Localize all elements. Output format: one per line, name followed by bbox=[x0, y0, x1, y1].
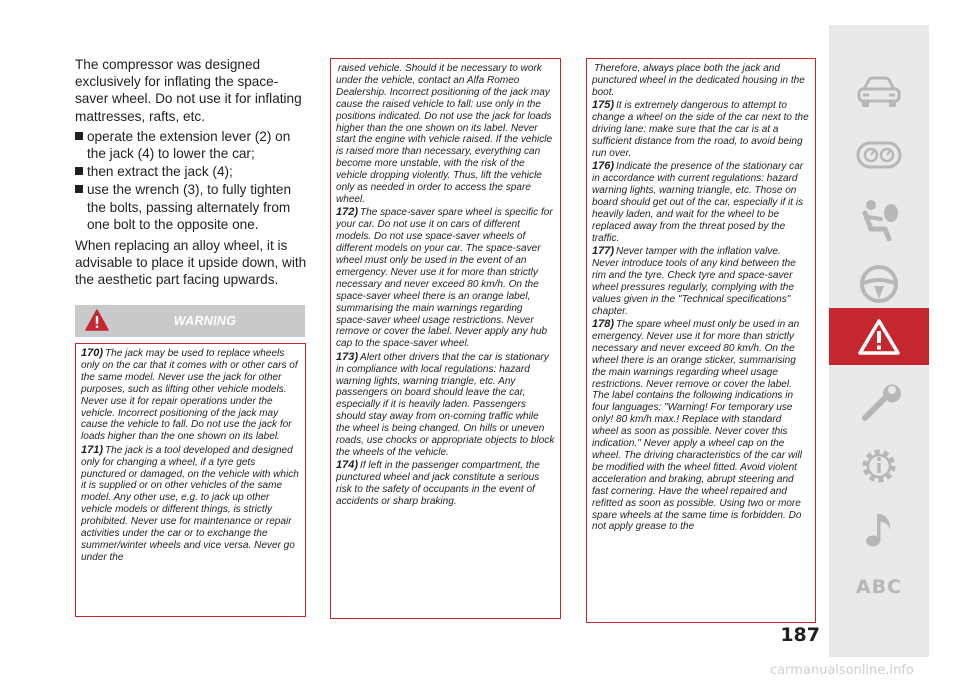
intro-column bbox=[75, 56, 307, 289]
watermark: carmanualsonline.info bbox=[770, 663, 914, 678]
sidebar-item-car[interactable] bbox=[829, 65, 929, 119]
dashboard-gauges-icon bbox=[856, 141, 902, 169]
steering-wheel-icon bbox=[859, 264, 899, 304]
sidebar-item-safety[interactable] bbox=[829, 193, 929, 245]
bullet-item bbox=[75, 163, 307, 180]
sidebar-item-multimedia[interactable] bbox=[829, 503, 929, 557]
bullet-text: then extract the jack (4); bbox=[87, 164, 233, 180]
bullet-square-icon bbox=[75, 167, 83, 175]
intro-text bbox=[75, 56, 307, 125]
warning-item: 170) The jack may be used to replace wheels only on the car that it comes with or other cars of the same model. Never use the jack for other purposes, such as lifting other vehicle models. Never use it for repair operations under the vehicle. Incorrect positioning of the jack may cause the vehicle to fall. Do not use the jack for loads higher than the one shown on its label. bbox=[81, 347, 298, 443]
sidebar-item-dashboard[interactable] bbox=[829, 133, 929, 177]
gear-info-icon bbox=[858, 445, 900, 487]
warning-item: 171) The jack is a tool developed and designed only for changing a wheel, if a tyre gets punctured or damaged, on the vehicle with which it is supplied or on other vehicles of the same model. Any other use, e.g. to jack up other vehicle models or different things, is strictly prohibited. Never use for maintenance or repair activities under the car or to exchange the summer/winter wheels and vice versa. Never go under the bbox=[81, 443, 299, 563]
warning-item: 175) It is extremely dangerous to attempt to change a wheel on the side of the car next to the driving lane: make sure that the car is at a sufficient distance from the road, to avoid being run over. bbox=[592, 99, 809, 159]
bullet-square-icon bbox=[75, 132, 83, 140]
warning-box-1 bbox=[75, 343, 306, 617]
sidebar-item-emergency[interactable] bbox=[829, 308, 929, 365]
chapter-sidebar bbox=[829, 25, 929, 657]
compressor-paragraph: The compressor was designed exclusively for inflating the space-saver wheel. Do not use it for inflating mattresses, rafts, etc. bbox=[75, 57, 302, 124]
warning-item: 173) Alert other drivers that the car is stationary in compliance with local regulations: hazard warning lights, warning triangle, etc. Any passengers on board should leave the car, especially if it is heavily laden. Passengers should stay away from on-coming traffic while the wheel is being changed. On hills or uneven roads, use chocks or appropriate objects to block the wheels of the vehicle. bbox=[336, 350, 555, 458]
sidebar-item-driving[interactable] bbox=[829, 257, 929, 311]
warning-item: 176) Indicate the presence of the stationary car in accordance with current regulations: hazard warning lights, warning triangle, etc. Those on board should get out of the car, especially if it is heavily laden, and wait for the wheel to be replaced away from the threat posed by the traffic. bbox=[592, 160, 804, 244]
warning-header bbox=[75, 305, 305, 337]
sidebar-item-maintenance[interactable] bbox=[829, 375, 929, 429]
alloy-wheel-note: When replacing an alloy wheel, it is advisable to place it upside down, with the aesthetic part facing upwards. bbox=[75, 238, 307, 288]
bullet-item bbox=[75, 181, 307, 233]
warning-item: Therefore, always place both the jack and punctured wheel in the dedicated housing in the boot. bbox=[592, 63, 805, 98]
bullet-square-icon bbox=[75, 185, 83, 193]
warning-box-2 bbox=[330, 58, 561, 619]
bullet-text: use the wrench (3), to fully tighten the bolts, passing alternately from one bolt to the opposite one. bbox=[87, 182, 292, 232]
page-number: 187 bbox=[780, 624, 820, 646]
warning-item: 174) If left in the passenger compartment, the punctured wheel and jack constitute a serious risk to the safety of occupants in the event of accidents or sharp braking. bbox=[336, 459, 540, 508]
warning-item: 172) The space-saver spare wheel is specific for your car. Do not use it on cars of different models. Do not use space-saver wheels of different models on your car. The space-saver wheel must only be used in the event of an emergency. Never use it for more than strictly necessary and never exceed 80 km/h. On the space-saver wheel there is an orange label, summarising the main warnings regarding space-saver wheel usage restrictions. Never remove or cover the label. Never apply any hub cap to the space-saver wheel. bbox=[336, 206, 553, 350]
airbag-seat-icon bbox=[857, 197, 901, 241]
warning-title: WARNING bbox=[173, 314, 237, 328]
warning-item: 178) The spare wheel must only be used in an emergency. Never use it for more than strictly necessary and never exceed 80 km/h. On the wheel there is an orange sticker, summarising the main warnings regarding wheel usage restrictions. Never remove or cover the label. The label contains the following indications in four languages: "Warning! For temporary use only! 80 km/h max.! Replace with standard wheel as soon as possible. Never cover this indication." Never apply a wheel cap on the wheel. The driving characteristics of the car will be modified with the wheel fitted. Avoid violent acceleration and braking, abrupt steering and fast cornering. Have the wheel repaired and refitted as soon as possible. Using two or more spare wheels at the same time is forbidden. Do not apply grease to the bbox=[592, 318, 802, 533]
bullet-text: operate the extension lever (2) on the jack (4) to lower the car; bbox=[87, 128, 291, 162]
index-label: ABC bbox=[855, 576, 903, 598]
wrench-icon bbox=[857, 380, 901, 424]
music-note-icon bbox=[861, 510, 897, 550]
sidebar-item-technical-data[interactable] bbox=[829, 439, 929, 493]
warning-item: 177) Never tamper with the inflation valve. Never introduce tools of any kind between the rim and the tyre. Check tyre and space-saver wheel pressures regularly, complying with the values given in the "Technical specifications" chapter. bbox=[592, 245, 796, 317]
warning-triangle-icon bbox=[857, 318, 901, 356]
sidebar-item-index[interactable] bbox=[829, 567, 929, 607]
warning-box-3 bbox=[586, 58, 816, 623]
car-icon bbox=[856, 75, 902, 109]
bullet-item bbox=[75, 128, 307, 162]
warning-item: raised vehicle. Should it be necessary to work under the vehicle, contact an Alfa Romeo Dealership. Incorrect positioning of the jack may cause the raised vehicle to fall: use only in the positions indicated. Do not use the jack for loads higher than the one shown on its label. Never start the engine with vehicle raised. If the vehicle is raised more than necessary, everything can become more unstable, with the risk of the vehicle dropping violently. Thus, lift the vehicle only as needed in order to access the spare wheel. bbox=[336, 63, 553, 205]
